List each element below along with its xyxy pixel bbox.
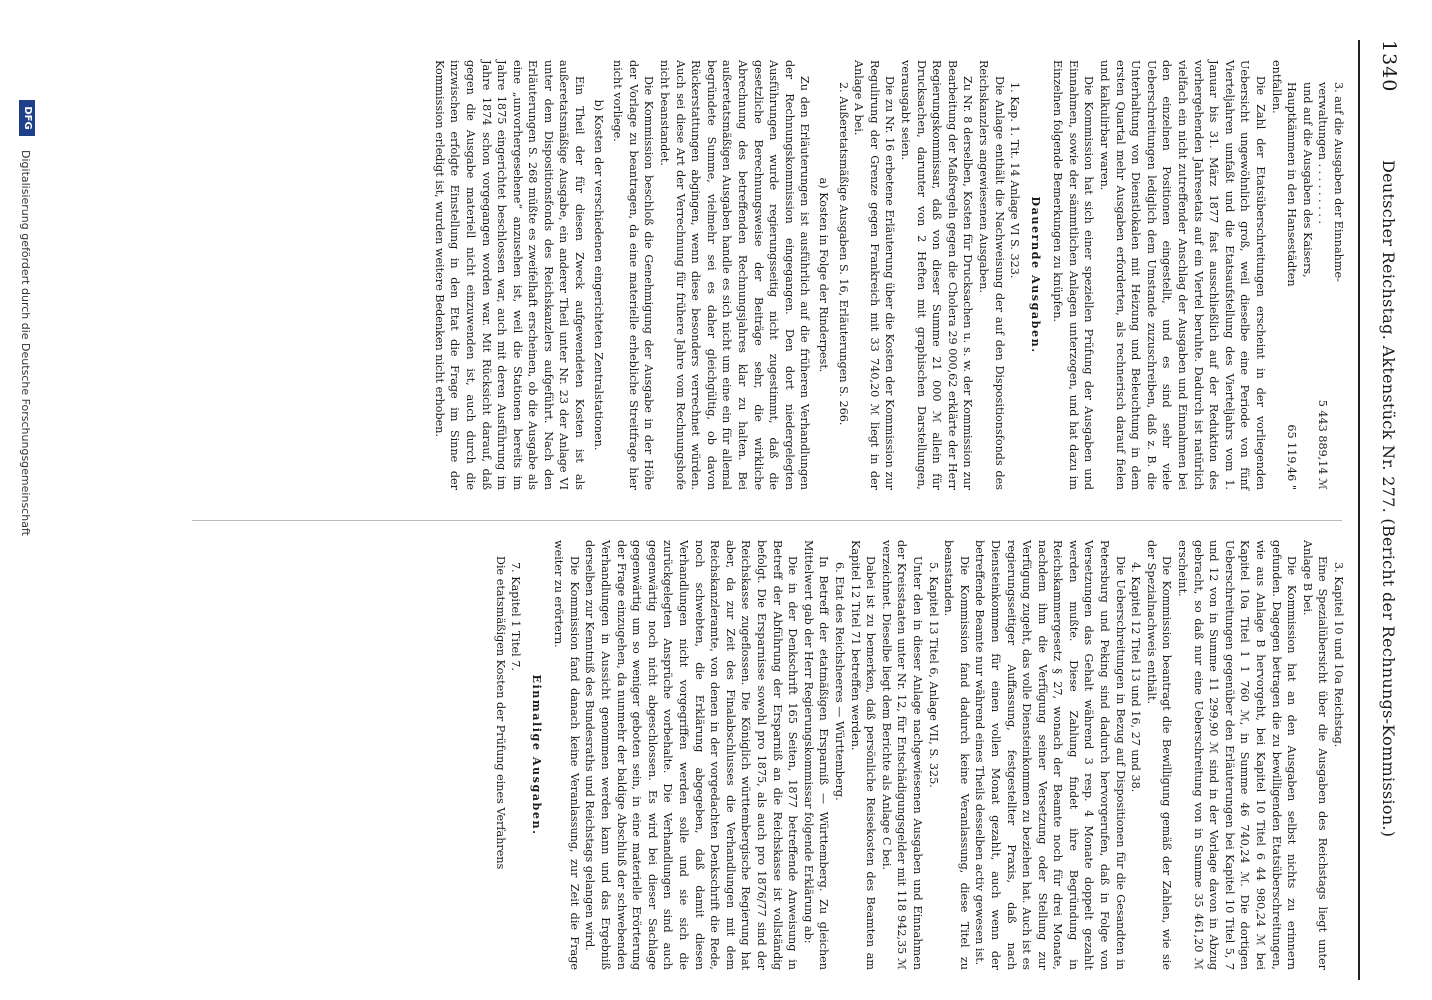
- item3-text: 3. auf die Ausgaben der Einnahme-: [1332, 82, 1345, 282]
- item3-amount-line-2: [1284, 60, 1300, 490]
- paragraph: Die Zahl der Etatsüberschreitungen erscheint in der vorliegenden Uebersicht ungewöhnlich groß, weil dieselbe eine Periode von fünf Vierteljahren umfaßt und die Etatsaufstellung des Vierteljahrs vom 1. Januar bis 31. März 1877 fast ausschließlich auf der Reduktion des vorhergehenden Jahresetats auf ein Viertel beruhte. Dadurch ist natürlich vielfach ein nicht zutreffender Anschlag der Ausgaben und Einnahmen bei den einzelnen Positionen eingestellt, und es sind sehr viele Ueberschreitungen lediglich dem Umstande zuzuschreiben, daß z. B. die Unterhaltung von Dienstlokalen mit Heizung und Beleuchtung in dem ersten Quartal mehr Ausgaben erforderten, als rechnerisch darauf fielen und kalkulirbar waren.: [1098, 60, 1268, 490]
- subheading: b) Kosten der verschiedenen eingerichteten Zentralstationen.: [591, 99, 605, 451]
- paragraph: In Betreff der etatmäßigen Ersparniß — Württemberg. Zu gleichen Mittelwert gab der Herr Regierungskommissar folgende Erklärung ab:: [801, 540, 831, 970]
- item-title: 4. Kapitel 12 Titel 13 und 16, 27 und 38.: [1129, 562, 1143, 793]
- paragraph: Dabei ist zu bemerken, daß persönliche Reisekosten des Beamten am Kapitel 12 Titel 71 betreffen werden.: [848, 540, 878, 970]
- paragraph: Die Kommission hat sich einer speziellen Prüfung der Ausgaben und Einnahmen, sowie der sämmtlichen Anlagen unterzogen, und hat dazu im Einzelnen folgende Bemerkungen zu knüpfen.: [1051, 60, 1096, 490]
- header-rule: [1358, 40, 1360, 980]
- paragraph: Zu den Erläuterungen ist ausführlich auf die früheren Verhandlungen der Rechnungskommission eingegangen. Den dort niedergelegten Ausführungen wurde regierungsseitig nicht zugestimmt, daß die gesetzliche Berechnungsweise der Beiträge sehr, die wirkliche Abrechnung des betreffenden Rechnungsjahres klar zu halten. Bei außeretatsmäßigen Ausgaben handle es sich nicht um eine ein für allemal begründete Summe, vielmehr sei es daher gleichgültig, ob davon Rückerstattungen abgingen, wenn diese besonders verrechnet würden. Auch sei diese Art der Verrechnung für frühere Jahre vom Rechnungshofe nicht beanstandet.: [658, 60, 812, 490]
- paragraph: Die in der Denkschrift 165 Seiten, 1877 betreffende Anweisung in Betreff der Abführung der Ersparniß an die Reichskasse ist vollständig befolgt. Die Ersparnisse sowohl pro 1875, als auch pro 1876/77 sind der Reichskasse zugeflossen. Die Königlich württembergische Regierung hat aber, da zur Zeit des Finalabschlusses die Verhandlungen mit dem Reichskanzleramte, von denen in der vorgedachten Denkschrift die Rede, noch schwebten, die Erklärung abgegeben, daß damit diesen Verhandlungen nicht vorgegriffen werden solle und sie sich die zurückgelegten Ansprüche vorbehalte. Die Verhandlungen sind auch gegenwärtig noch nicht abgeschlossen. Es wird bei dieser Sachlage gegenwärtig um so weniger geboten sein, in eine materielle Erörterung der Frage einzugehen, da nunmehr der baldige Abschluß der schwebenden Verhandlungen in Aussicht genommen werden kann und das Ergebniß derselben zur Kenntniß des Bundesraths und Reichstags gelangen wird.: [583, 540, 800, 970]
- paragraph: Ein Theil der für diesen Zweck aufgewendeten Kosten ist als außeretatsmäßige Ausgabe, ein anderer Theil unter Nr. 23 der Anlage VI unter dem Dispositionsfonds des Reichskanzlers aufgeführt. Nach den Erläuterungen S. 268 müßte es zweifelhaft erscheinen, ob die Ausgabe als eine „unvorhergesehene“ anzusehen ist, weil die Stationen bereits im Jahre 1875 eingerichtet beschlossen war, auch mit deren Ausführung im Jahre 1874 schon vorgegangen worden war. Mit Rücksicht darauf, daß gegen die Ausgabe materiell nicht einzuwenden ist, auch durch die inzwischen erfolgte Einstellung in den Etat die Frage im Sinne der Kommission erledigt ist, wurden weitere Bedenken nicht erhoben.: [432, 60, 587, 490]
- item-title: 5. Kapitel 13 Titel 6, Anlage VII, S. 325.: [926, 562, 940, 788]
- section-heading: Einmalige Ausgaben.: [529, 674, 544, 836]
- paragraph: Unter den in dieser Anlage nachgewiesenen Ausgaben und Einnahmen der Kreisstaaten unter Nr. 12, für Entschädigungsgelder mit 118 942,35 ℳ verzeichnet. Dieselbe liegt dem Berichte als Anlage C bei.: [879, 540, 924, 970]
- page-number: 1340: [1378, 40, 1400, 93]
- item-title: 6. Etat des Reichsheeres — Württemberg.: [833, 562, 846, 801]
- paragraph: Die Anlage enthält die Nachweisung der auf den Dispositionsfonds des Reichskanzlers angewiesenen Ausgaben.: [976, 60, 1006, 490]
- digitization-credit: Digitalisierung gefördert durch die Deutsche Forschungsgemeinschaft: [19, 150, 32, 536]
- item3-text-4: Hauptkämmen in den Hansestädten: [1285, 82, 1299, 287]
- paragraph: Die Ueberschreitungen in Bezug auf Dispositionen für die Gesandten in Petersburg und Peking sind dadurch hervorgerufen, daß in Folge von Versetzungen das Gehalt während 3 resp. 4 Monate doppelt gezahlt werden mußte. Diese Zahlung findet ihre Begründung in Reichskammergesetz § 27, wonach der Beamte noch für drei Monate, nachdem ihm die Verfügung seiner Versetzung oder Stellung zur Verfügung zugeht, das volle Diensteinkommen zu beziehen hat. Auch ist es regierungsseitiger Auffassung, festgestellter Praxis, daß nach Diensteinkommen für einen vollen Monat gezahlt, auch wenn der betreffende Beamte nur während eines Theils desselben activ gewesen ist.: [973, 540, 1127, 970]
- paragraph: Die etatsmäßigen Kosten der Prüfung eines Verfahrens: [493, 556, 507, 870]
- item3-text-2: verwaltungen . . . . . . . . .: [1316, 82, 1330, 225]
- paragraph: Zu Nr. 8 derselben, Kosten für Drucksachen u. s. w. der Kommission zur Bearbeitung der Maßregeln gegen die Cholera 29 000,62 erklärte der Herr Regierungskommissar, daß von dieser Summe 21 000 ℳ allein für Drucksachen, darunter von 2 Heften mit graphischen Darstellungen, verausgabt seien.: [898, 60, 975, 490]
- right-column: [492, 540, 1346, 970]
- item-title: 2. Außeretatsmäßige Ausgaben S. 16, Erläuterungen S. 266.: [836, 82, 850, 426]
- paragraph: Die Kommission hat an den Ausgaben selbst nichts zu erinnern gefunden. Dagegen betragen die zu bewilligenden Etatsüberschreitungen, wie aus Anlage B hervorgeht, bei Kapitel 10 Titel 6 44 980,24 ℳ bei Kapitel 10a Titel 1 1 760 ℳ, in Summe 46 740,24 ℳ. Die dortigen Ueberschreitungen gegenüber den Erläuterungen bei Kapitel 10 Titel 5, 7 und 12 von in Summe 11 299,90 ℳ sind in der Vorlage davon in Abzug gebracht, so daß nur eine Ueberschreitung von in Summe 35 461,20 ℳ erscheint.: [1176, 540, 1299, 970]
- subheading: a) Kosten in Folge der Rinderpest.: [817, 177, 830, 373]
- item3-text-3: und auf die Ausgaben des Kaisers,: [1300, 82, 1314, 278]
- paragraph: Die Kommission beschloß die Genehmigung der Ausgabe in der Höhe der Vorlage zu beantragen, da eine materielle erhebliche Streitfrage hier nicht vorliege.: [611, 60, 656, 490]
- running-head: Deutscher Reichstag. Aktenstück Nr. 277. (Bericht der Rechnungs-Kommission.): [1379, 160, 1398, 838]
- item3-amount: 5 443 889,14 ℳ: [1316, 399, 1330, 490]
- paragraph: Die Kommission beantragt die Bewilligung gemäß der Zahlen, wie sie der Spezialnachweis enthält.: [1144, 540, 1174, 970]
- item3-line-3: [1299, 60, 1315, 490]
- column-divider: [192, 520, 1342, 521]
- item-title: 3. Kapitel 10 und 10a Reichstag.: [1332, 562, 1345, 748]
- paragraph: Eine Spezialübersicht über die Ausgaben des Reichstags liegt unter Anlage B bei.: [1300, 540, 1330, 970]
- item-title: 7. Kapitel 1 Titel 7.: [509, 562, 523, 671]
- dfg-logo: DFG: [19, 100, 35, 136]
- section-heading: Dauernde Ausgaben.: [1028, 196, 1043, 354]
- item-title: 1. Kap. 1. Tit. 14 Anlage VI S. 323.: [1008, 82, 1022, 279]
- item3-line: [1330, 60, 1346, 490]
- paragraph: Die zu Nr. 16 erbetene Erläuterung über die Kosten der Kommission zur Regulirung der Grenze gegen Frankreich mit 33 740,20 ℳ liegt in der Anlage A bei.: [852, 60, 897, 490]
- item3-amount-2: 65 119,46 ": [1285, 424, 1299, 490]
- paragraph: Die Kommission fand danach keine Veranlassung, zur Zeit die Frage weiter zu erörtern.: [552, 540, 581, 970]
- left-column: [431, 60, 1346, 490]
- entfallen-text: entfallen.: [1269, 60, 1283, 114]
- page-header: [1364, 40, 1404, 980]
- item3-amount-line: [1315, 60, 1331, 490]
- paragraph: Die Kommission fand dadurch keine Veranlassung, diese Titel zu beanstanden.: [942, 540, 971, 970]
